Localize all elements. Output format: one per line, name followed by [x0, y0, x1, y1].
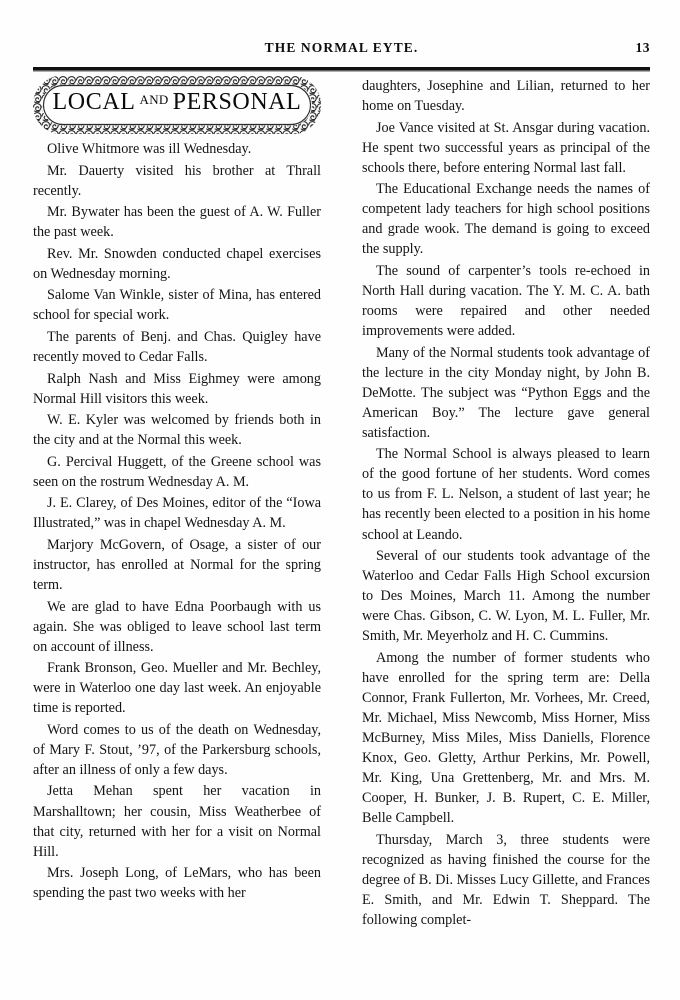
paragraph: Mr. Bywater has been the guest of A. W. Fuller the past week. [33, 204, 321, 241]
paragraph: Among the number of former students who have enrolled for the spring term are: Della Connor, Frank Fullerton, Mr. Vorhees, Mr. Creed, Mr. Michael, Miss Newcomb, Miss Horner, Miss McBurney, Miss Miles, Miss Daniells, Florence Knox, Geo. Gletty, Arthur Perkins, Mr. Powell, Mr. King, Una Grettenberg, Mr. and Mrs. M. Cooper, H. Bunker, J. B. Rupert, C. E. Miller, Belle Campbell. [362, 649, 650, 827]
banner-word-personal: PERSONAL [172, 89, 302, 115]
header-rule [33, 67, 650, 70]
paragraph: Mr. Dauerty visited his brother at Thrall recently. [33, 162, 321, 199]
paragraph: Salome Van Winkle, sister of Mina, has entered school for special work. [33, 287, 321, 324]
paragraph: Olive Whitmore was ill Wednesday. [47, 141, 252, 157]
paragraph: G. Percival Huggett, of the Greene school was seen on the rostrum Wednesday A. M. [33, 453, 321, 490]
paragraph: Several of our students took advantage of the Waterloo and Cedar Falls High School excursion to Des Moines, March 11. Among the number were Chas. Gibson, C. W. Lyon, M. L. Fuller, Mr. Smith, Mr. Meyerholz and H. C. Cummins. [362, 548, 650, 645]
paragraph: Rev. Mr. Snowden conducted chapel exercises on Wednesday morning. [33, 245, 321, 282]
paragraph: Word comes to us of the death on Wednesday, of Mary F. Stout, ’97, of the Parkersburg schools, after an illness of only a few days. [33, 721, 321, 778]
running-head [33, 40, 650, 62]
paragraph: Frank Bronson, Geo. Mueller and Mr. Bechley, were in Waterloo one day last week. An enjoyable time is reported. [33, 660, 321, 717]
paragraph: Ralph Nash and Miss Eighmey were among Normal Hill visitors this week. [33, 370, 321, 407]
paragraph: Marjory McGovern, of Osage, a sister of our instructor, has enrolled at Normal for the spring term. [33, 536, 321, 593]
paragraph: W. E. Kyler was welcomed by friends both in the city and at the Normal this week. [33, 412, 321, 449]
page-number: 13 [635, 40, 650, 55]
paragraph: daughters, Josephine and Lilian, returned to her home on Tuesday. [362, 78, 650, 115]
publication-title: THE NORMAL EYTE. [264, 40, 419, 55]
column-right [362, 76, 650, 994]
article-body [33, 76, 650, 994]
paragraph: Mrs. Joseph Long, of LeMars, who has been spending the past two weeks with her [33, 865, 321, 902]
paragraph: Joe Vance visited at St. Ansgar during vacation. He spent two successful years as principal of the schools there, before entering Normal last fall. [362, 119, 650, 176]
column-left [33, 76, 321, 994]
paragraph: The sound of carpenter’s tools re-echoed in North Hall during vacation. The Y. M. C. A. bath rooms were repaired and other needed improvements were added. [362, 262, 650, 340]
banner-word-and: AND [139, 92, 169, 107]
paragraph: The parents of Benj. and Chas. Quigley have recently moved to Cedar Falls. [33, 328, 321, 365]
paragraph: Many of the Normal students took advantage of the lecture in the city Monday night, by John B. DeMotte. The subject was “Python Eggs and the American Boy.” The lecture gave general satisfaction. [362, 344, 650, 441]
section-banner-title [33, 89, 321, 116]
paragraph: We are glad to have Edna Poorbaugh with us again. She was obliged to leave school last term on account of illness. [33, 598, 321, 655]
paragraph: The Normal School is always pleased to learn of the good fortune of her students. Word comes to us from F. L. Nelson, a student of last year; he has recently been elected to a position in his home school at Leando. [362, 446, 650, 543]
paragraph: Thursday, March 3, three students were recognized as having finished the course for the degree of B. Di. Misses Lucy Gillette, and Frances E. Smith, and Mr. Edwin T. Sheppard. The following complet- [362, 831, 651, 928]
section-banner [33, 76, 321, 134]
paragraph: The Educational Exchange needs the names of competent lady teachers for high school positions and grade wook. The demand is going to exceed the supply. [362, 181, 650, 258]
banner-word-local: LOCAL [52, 89, 136, 115]
paragraph: J. E. Clarey, of Des Moines, editor of the “Iowa Illustrated,” was in chapel Wednesday A. M. [33, 495, 321, 532]
paragraph: Jetta Mehan spent her vacation in Marshalltown; her cousin, Miss Weatherbee of that city, returned with her for a visit on Normal Hill. [33, 783, 321, 860]
